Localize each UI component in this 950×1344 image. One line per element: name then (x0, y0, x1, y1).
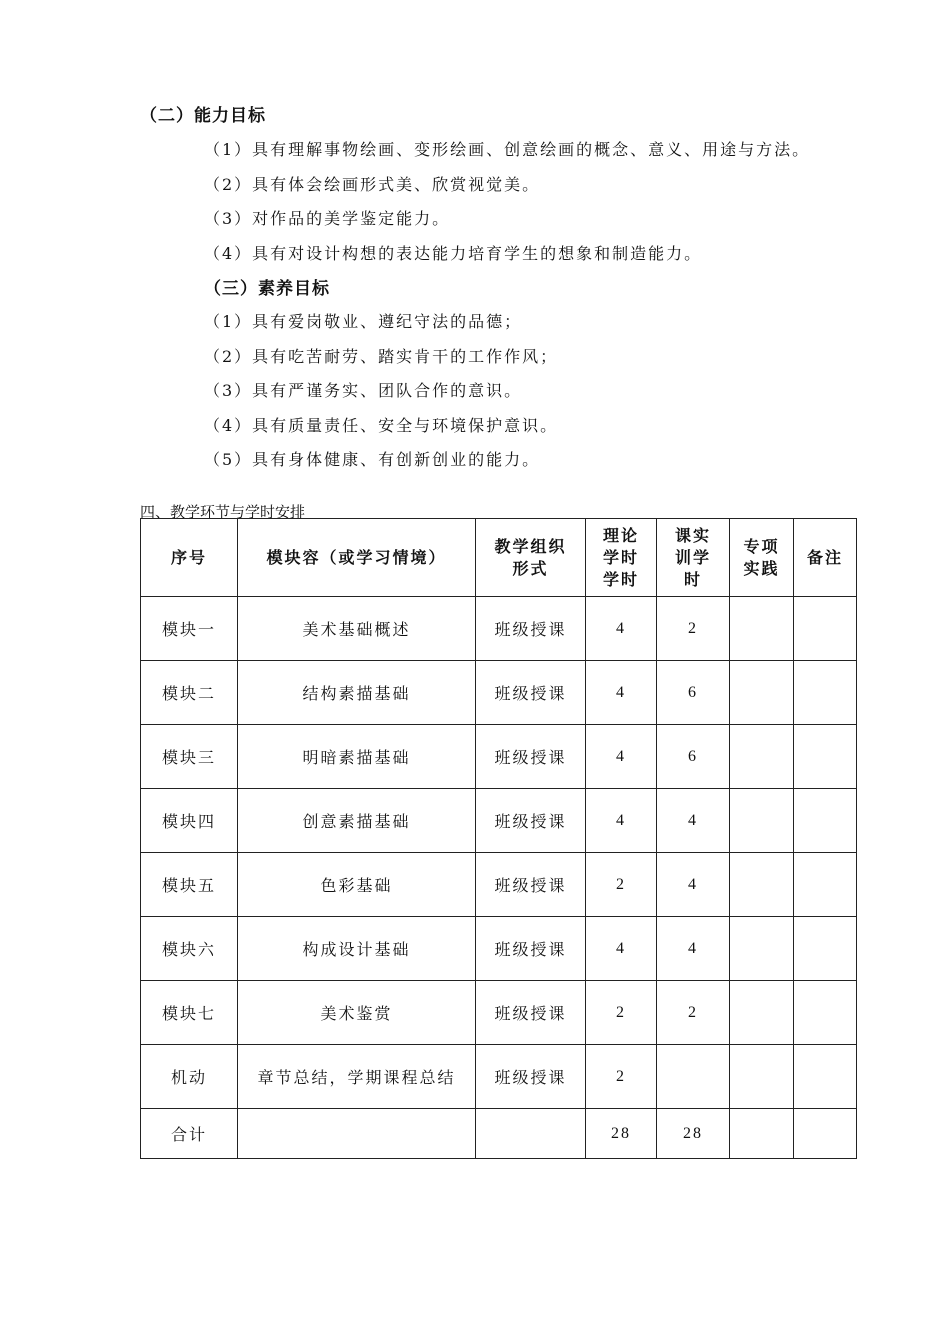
cell-special (730, 597, 794, 661)
cell-remarks (794, 917, 857, 981)
cell-module: 结构素描基础 (238, 661, 476, 725)
cell-format: 班级授课 (476, 661, 586, 725)
cell-format: 班级授课 (476, 789, 586, 853)
cell-module: 美术基础概述 (238, 597, 476, 661)
cell-special (730, 917, 794, 981)
cell-theory: 4 (586, 917, 657, 981)
quality-item-4: （4）具有质量责任、安全与环境保护意识。 (204, 416, 559, 435)
cell-index: 模块五 (141, 853, 238, 917)
cell-format: 班级授课 (476, 597, 586, 661)
cell-remarks (794, 853, 857, 917)
total-theory: 28 (586, 1109, 657, 1159)
cell-theory: 4 (586, 725, 657, 789)
header-module: 模块容（或学习情境） (238, 519, 476, 597)
header-theory-hours: 理论学时学时 (586, 519, 657, 597)
cell-format: 班级授课 (476, 725, 586, 789)
table-row (141, 789, 857, 853)
cell-theory: 2 (586, 981, 657, 1045)
cell-module: 创意素描基础 (238, 789, 476, 853)
cell-remarks (794, 981, 857, 1045)
quality-heading: （三）素养目标 (204, 279, 330, 299)
table-row (141, 917, 857, 981)
ability-heading: （二）能力目标 (140, 106, 266, 126)
table-header-row (141, 519, 857, 597)
cell-module: 明暗素描基础 (238, 725, 476, 789)
header-index: 序号 (141, 519, 238, 597)
schedule-table (140, 518, 857, 1159)
cell-practice: 6 (657, 725, 730, 789)
total-module (238, 1109, 476, 1159)
cell-module: 章节总结，学期课程总结 (238, 1045, 476, 1109)
table-row (141, 661, 857, 725)
header-format: 教学组织形式 (476, 519, 586, 597)
cell-index: 模块三 (141, 725, 238, 789)
cell-remarks (794, 661, 857, 725)
header-remarks: 备注 (794, 519, 857, 597)
table-row (141, 725, 857, 789)
table-row (141, 981, 857, 1045)
cell-format: 班级授课 (476, 917, 586, 981)
cell-module: 色彩基础 (238, 853, 476, 917)
cell-module: 美术鉴赏 (238, 981, 476, 1045)
cell-remarks (794, 789, 857, 853)
cell-theory: 4 (586, 661, 657, 725)
quality-item-1: （1）具有爱岗敬业、遵纪守法的品德； (204, 312, 523, 331)
cell-theory: 2 (586, 853, 657, 917)
cell-practice: 4 (657, 853, 730, 917)
table-row (141, 597, 857, 661)
header-practice-hours: 课实训学时 (657, 519, 730, 597)
cell-practice: 4 (657, 917, 730, 981)
cell-special (730, 981, 794, 1045)
cell-practice: 4 (657, 789, 730, 853)
total-remarks (794, 1109, 857, 1159)
table-total-row (141, 1109, 857, 1159)
cell-remarks (794, 1045, 857, 1109)
cell-index: 模块四 (141, 789, 238, 853)
total-special (730, 1109, 794, 1159)
cell-special (730, 853, 794, 917)
ability-item-1: （1）具有理解事物绘画、变形绘画、创意绘画的概念、意义、用途与方法。 (204, 140, 811, 159)
cell-practice: 6 (657, 661, 730, 725)
cell-practice: 2 (657, 597, 730, 661)
cell-index: 模块一 (141, 597, 238, 661)
cell-index: 机动 (141, 1045, 238, 1109)
cell-special (730, 789, 794, 853)
cell-format: 班级授课 (476, 853, 586, 917)
header-special-practice: 专项实践 (730, 519, 794, 597)
quality-item-5: （5）具有身体健康、有创新创业的能力。 (204, 450, 541, 469)
cell-remarks (794, 725, 857, 789)
cell-theory: 2 (586, 1045, 657, 1109)
quality-item-2: （2）具有吃苦耐劳、踏实肯干的工作作风； (204, 347, 559, 366)
cell-special (730, 725, 794, 789)
cell-module: 构成设计基础 (238, 917, 476, 981)
cell-theory: 4 (586, 789, 657, 853)
section-title: 四、教学环节与学时安排 (140, 503, 306, 521)
cell-special (730, 661, 794, 725)
cell-theory: 4 (586, 597, 657, 661)
total-practice: 28 (657, 1109, 730, 1159)
ability-item-3: （3）对作品的美学鉴定能力。 (204, 209, 451, 228)
cell-index: 模块二 (141, 661, 238, 725)
quality-item-3: （3）具有严谨务实、团队合作的意识。 (204, 381, 523, 400)
ability-item-4: （4）具有对设计构想的表达能力培育学生的想象和制造能力。 (204, 244, 703, 263)
total-label: 合计 (141, 1109, 238, 1159)
cell-practice (657, 1045, 730, 1109)
cell-format: 班级授课 (476, 981, 586, 1045)
cell-practice: 2 (657, 981, 730, 1045)
table-row (141, 853, 857, 917)
table-row (141, 1045, 857, 1109)
cell-remarks (794, 597, 857, 661)
ability-item-2: （2）具有体会绘画形式美、欣赏视觉美。 (204, 175, 541, 194)
cell-format: 班级授课 (476, 1045, 586, 1109)
total-format (476, 1109, 586, 1159)
cell-index: 模块六 (141, 917, 238, 981)
cell-special (730, 1045, 794, 1109)
cell-index: 模块七 (141, 981, 238, 1045)
